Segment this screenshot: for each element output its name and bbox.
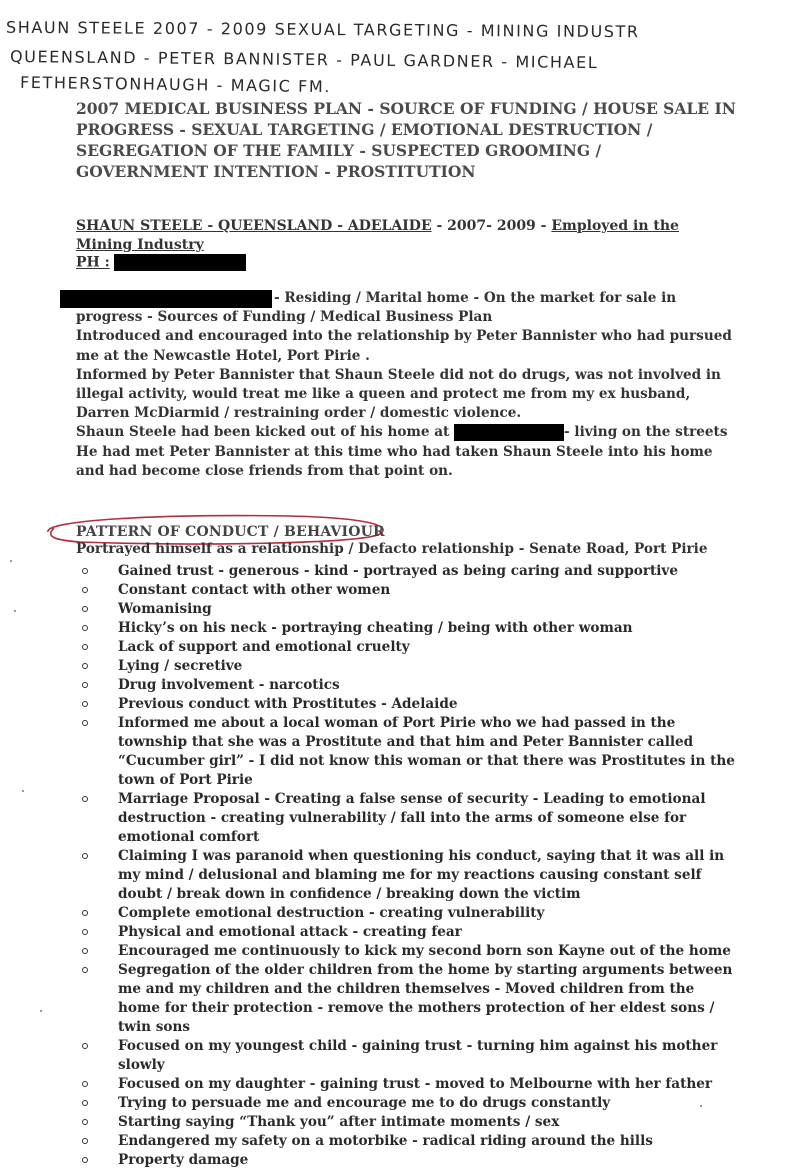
conduct-item-text: Previous conduct with Prostitutes - Adelaide	[118, 696, 458, 712]
bullet-icon	[82, 1119, 88, 1125]
conduct-section-title	[76, 524, 385, 540]
conduct-item-text: Constant contact with other women	[118, 582, 391, 598]
bullet-icon	[82, 1081, 88, 1087]
conduct-list-item	[76, 923, 736, 942]
bullet-icon	[82, 606, 88, 612]
document-heading: 2007 MEDICAL BUSINESS PLAN - SOURCE OF FUNDING / HOUSE SALE IN PROGRESS - SEXUAL TARGETING / EMOTIONAL DESTRUCTION / SEGREGATION OF THE FAMILY - SUSPECTED GROOMING / GOVERNMENT INTENTION - PROSTITUTION	[76, 99, 736, 181]
conduct-list-item	[76, 1151, 736, 1170]
paragraph-line-3: Informed by Peter Bannister that Shaun Steele did not do drugs, was not involved in illegal activity, would treat me like a queen and protect me from my ex husband, Darren McDiarmid / restraining order / domestic violence.	[76, 366, 721, 422]
scan-speck	[40, 1010, 42, 1012]
bullet-icon	[82, 1100, 88, 1106]
bullet-icon	[82, 967, 88, 973]
bullet-icon	[82, 720, 88, 726]
handwritten-note-line-1: SHAUN STEELE 2007 - 2009 SEXUAL TARGETING - MINING INDUSTR	[5, 17, 640, 42]
conduct-list-item	[76, 619, 736, 638]
conduct-list-item	[76, 847, 736, 904]
conduct-list-item	[76, 942, 736, 961]
conduct-item-text: Hicky’s on his neck - portraying cheating / being with other woman	[118, 620, 633, 636]
paragraph-line-4	[76, 423, 736, 442]
conduct-list-item	[76, 714, 736, 790]
conduct-list-item	[76, 657, 736, 676]
bullet-icon	[82, 853, 88, 859]
bullet-icon	[82, 682, 88, 688]
person-employment: Employed in the Mining Industry	[76, 218, 679, 253]
person-name-locations: SHAUN STEELE - QUEENSLAND - ADELAIDE	[76, 218, 432, 234]
residence-text: - Residing / Marital home - On the market for sale in progress - Sources of Funding / Medical Business Plan	[76, 290, 677, 326]
conduct-item-text: Lack of support and emotional cruelty	[118, 639, 410, 655]
kicked-out-text: Shaun Steele had been kicked out of his home at	[76, 424, 455, 441]
paragraph-line-5: He had met Peter Bannister at this time who had taken Shaun Steele into his home and had become close friends from that point on.	[76, 443, 713, 479]
conduct-item-text: Informed me about a local woman of Port Pirie who we had passed in the township that she was a Prostitute and that him and Peter Bannister called “Cucumber girl” - I did not know this woman or that there was Prostitutes in the town of Port Pirie	[118, 715, 735, 788]
conduct-list-item	[76, 1075, 736, 1094]
paragraph-line-1	[76, 289, 736, 327]
bullet-icon	[82, 1043, 88, 1049]
paragraph-line-2: Introduced and encouraged into the relationship by Peter Bannister who had pursued me at the Newcastle Hotel, Port Pirie .	[76, 328, 732, 364]
conduct-list-item	[76, 1132, 736, 1151]
conduct-item-text: Physical and emotional attack - creating fear	[118, 924, 462, 940]
conduct-list-item	[76, 638, 736, 657]
conduct-list	[76, 562, 736, 1170]
bullet-icon	[82, 1157, 88, 1163]
conduct-item-text: Drug involvement - narcotics	[118, 677, 340, 693]
address-redaction	[60, 290, 272, 308]
handwritten-note-line-3: FETHERSTONHAUGH - MAGIC FM.	[19, 72, 332, 97]
conduct-item-text: Complete emotional destruction - creating vulnerability	[118, 905, 545, 921]
conduct-list-item	[76, 581, 736, 600]
conduct-list-item	[76, 1113, 736, 1132]
conduct-item-text: Segregation of the older children from the home by starting arguments between me and my children and the children themselves - Moved children from the home for their protection - remove the mothers protection of her eldest sons / twin sons	[118, 962, 733, 1035]
conduct-list-item	[76, 1094, 736, 1113]
conduct-list-item	[76, 695, 736, 714]
conduct-list-item	[76, 1037, 736, 1075]
conduct-list-item	[76, 600, 736, 619]
living-on-streets-text: - living on the streets	[564, 424, 728, 441]
background-paragraph	[76, 289, 736, 481]
person-title	[76, 217, 736, 255]
conduct-list-item	[76, 676, 736, 695]
conduct-item-text: Endangered my safety on a motorbike - radical riding around the hills	[118, 1133, 653, 1149]
conduct-item-text: Focused on my daughter - gaining trust - moved to Melbourne with her father	[118, 1076, 713, 1092]
scan-speck	[14, 610, 16, 612]
bullet-icon	[82, 948, 88, 954]
phone-redaction	[114, 254, 246, 271]
person-date-range: - 2007- 2009 -	[431, 218, 552, 234]
portrayed-line: Portrayed himself as a relationship / Defacto relationship - Senate Road, Port Pirie	[76, 541, 708, 557]
handwritten-note-line-2: QUEENSLAND - PETER BANNISTER - PAUL GARDNER - MICHAEL	[9, 46, 599, 73]
bullet-icon	[82, 568, 88, 574]
conduct-item-text: Encouraged me continuously to kick my second born son Kayne out of the home	[118, 943, 731, 959]
phone-line	[76, 254, 246, 271]
conduct-item-text: Womanising	[118, 601, 212, 617]
scan-speck	[10, 560, 12, 562]
conduct-list-item	[76, 562, 736, 581]
conduct-item-text: Starting saying “Thank you” after intimate moments / sex	[118, 1114, 560, 1130]
conduct-list-item	[76, 961, 736, 1037]
bullet-icon	[82, 663, 88, 669]
conduct-list-item	[76, 904, 736, 923]
conduct-item-text: Focused on my youngest child - gaining trust - turning him against his mother slowly	[118, 1038, 718, 1073]
conduct-item-text: Property damage	[118, 1152, 249, 1168]
conduct-title: PATTERN OF CONDUCT / BEHAVIOUR	[76, 524, 385, 540]
bullet-icon	[82, 910, 88, 916]
conduct-item-text: Marriage Proposal - Creating a false sense of security - Leading to emotional destruction - creating vulnerability / fall into the arms of someone else for emotional comfort	[118, 791, 706, 845]
bullet-icon	[82, 644, 88, 650]
conduct-item-text: Claiming I was paranoid when questioning his conduct, saying that it was all in my mind / delusional and blaming me for my reactions causing constant self doubt / break down in confidence / breaking down the victim	[118, 848, 725, 902]
home-address-redaction	[454, 424, 564, 441]
bullet-icon	[82, 929, 88, 935]
bullet-icon	[82, 1138, 88, 1144]
bullet-icon	[82, 796, 88, 802]
bullet-icon	[82, 587, 88, 593]
phone-label: PH :	[76, 254, 110, 271]
bullet-icon	[82, 701, 88, 707]
conduct-item-text: Trying to persuade me and encourage me to do drugs constantly	[118, 1095, 611, 1111]
bullet-icon	[82, 625, 88, 631]
conduct-item-text: Lying / secretive	[118, 658, 243, 674]
conduct-item-text: Gained trust - generous - kind - portrayed as being caring and supportive	[118, 563, 678, 579]
scan-speck	[700, 1105, 702, 1107]
scan-speck	[22, 790, 24, 792]
conduct-list-item	[76, 790, 736, 847]
